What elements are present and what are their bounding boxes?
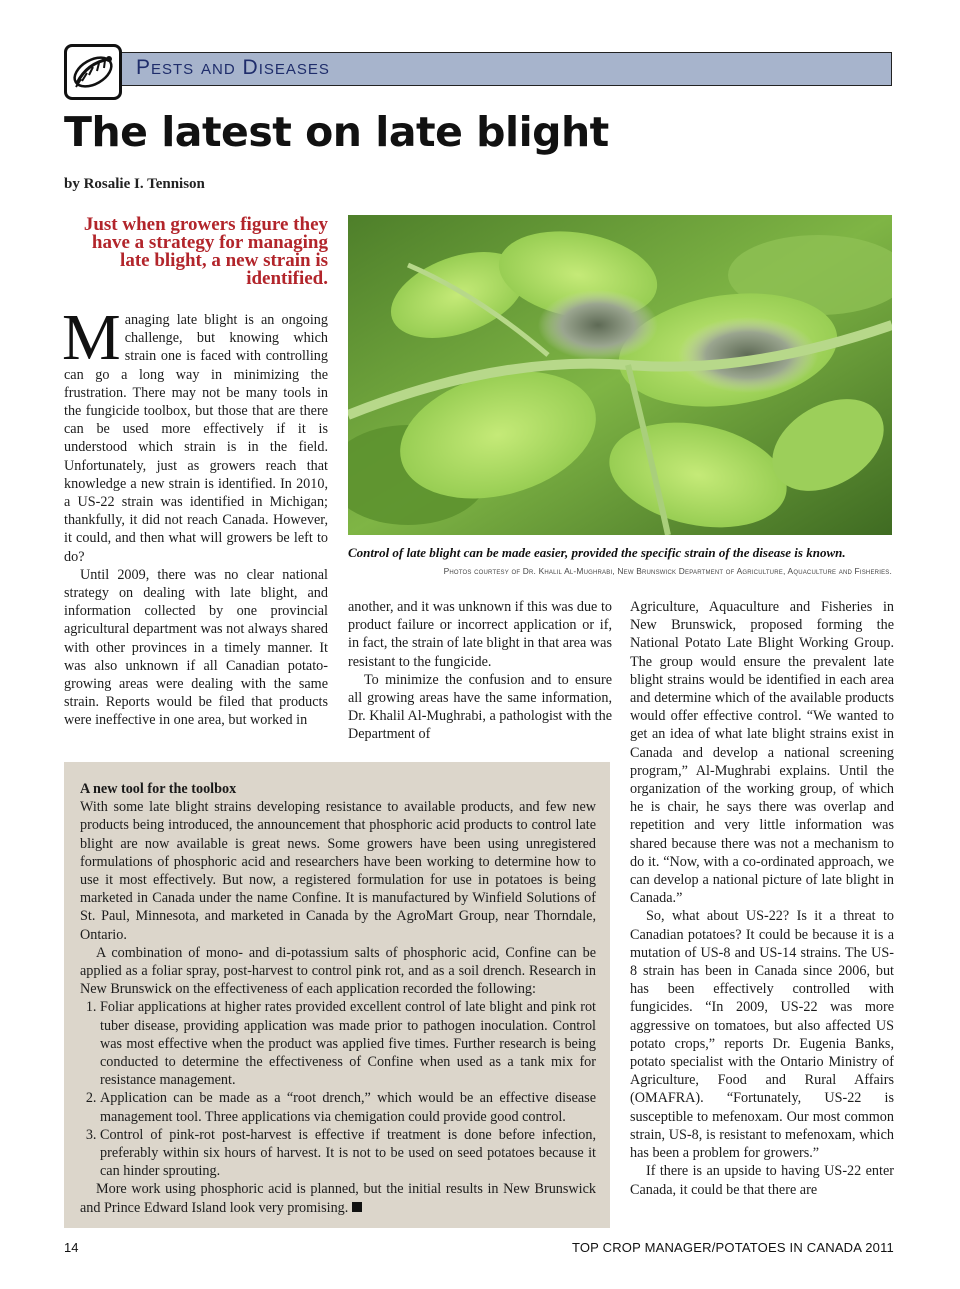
sidebar-box: [64, 762, 610, 1228]
article-column-1: [62, 301, 328, 730]
section-label: Pests and Diseases: [136, 56, 330, 79]
byline: by Rosalie I. Tennison: [64, 176, 205, 192]
sidebar-paragraph: With some late blight strains developing resistance to available products, and few new products being introduced, the announcement that phosphoric acid products to control late blight are now available is great news. Some growers have been using unregistered formulations of phosphoric acid and researchers have been working to determine how to use it most effectively. But now, a registered formulation for use in potatoes is being marketed in Canada under the name Confine. It is manufactured by Winfield Solutions of St. Paul, Minnesota, and marketed in Canada by the AgroMart Group, near Thorndale, Ontario.: [80, 799, 596, 943]
sidebar-closing: [80, 1180, 596, 1216]
sidebar-paragraph: A combination of mono- and di-potassium salts of phosphoric acid, Confine can be applied as a foliar spray, post-harvest to control pink rot, and as a soil drench. Research in New Brunswick on the effectiveness of each application recorded the following:: [80, 944, 596, 998]
list-item: 3. Control of pink-rot post-harvest is effective if treatment is done before infection, preferably within six hours of harvest. It is not to be used on seed potatoes because it can hinder sprouting.: [100, 1126, 596, 1181]
end-mark-icon: [352, 1202, 362, 1212]
closing-text: More work using phosphoric acid is planned, but the initial results in New Brunswick and Prince Edward Island look very promising.: [80, 1181, 596, 1216]
paragraph: So, what about US-22? Is it a threat to Canadian potatoes? It could be because it is a mutation of US-8 and US-14 strains. The US-8 strain has been in Canada since 2006, but has been effectively controlled with fungicides. “In 2009, US-22 was more aggressive on tomatoes, but also affected US potato crops,” reports Dr. Eugenia Banks, potato specialist with the Ontario Ministry of Agriculture, Food and Rural Affairs (OMAFRA). “Fortunately, US-22 is susceptible to mefenoxam. Our most common strain, US-8, is resistant to mefenoxam, which has been a problem for growers.”: [630, 908, 894, 1162]
paragraph: [62, 301, 328, 566]
paragraph: If there is an upside to having US-22 enter Canada, it could be that there are: [630, 1163, 894, 1198]
list-item: 1. Foliar applications at higher rates provided excellent control of late blight and pink rot tuber disease, providing application was made prior to pathogen inoculation. Control was most effective when the product was applied five times. Further research is being conducted to determine the effectiveness of Confine when used as a tank mix for resistance management.: [100, 998, 596, 1089]
pull-quote: Just when growers figure they have a strategy for managing late blight, a new strain is identified.: [83, 214, 328, 289]
drop-cap: M: [62, 301, 121, 374]
sidebar-title: A new tool for the toolbox: [80, 781, 237, 797]
paragraph: Until 2009, there was no clear national strategy on dealing with late blight, and information collected by one provincial agricultural department was not always shared with other provinces in a timely manner. It was also unknown if all Canadian potato-growing areas were dealing with the same strain. Reports would be filed that products were ineffective in one area, but worked in: [64, 566, 328, 729]
photo-caption: Control of late blight can be made easier, provided the specific strain of the disease is known.: [348, 545, 846, 560]
paragraph: To minimize the confusion and to ensure all growing areas have the same information, Dr. Khalil Al-Mughrabi, a pathologist with the Department of: [348, 671, 613, 743]
page-number: 14: [64, 1240, 79, 1255]
sidebar-list: [80, 998, 596, 1180]
publication-name: TOP CROP MANAGER/POTATOES IN CANADA 2011: [571, 1240, 894, 1255]
article-title: The latest on late blight: [64, 108, 609, 156]
article-column-3: [630, 598, 894, 1199]
article-column-2: [348, 598, 612, 744]
list-item: 2. Application can be made as a “root drench,” which would be an effective disease management tool. Three applications via chemigation could provide good control.: [100, 1089, 596, 1125]
paragraph: another, and it was unknown if this was due to product failure or incorrect application or if, in fact, the strain of late blight in that area was resistant to the fungicide.: [348, 599, 612, 670]
leaf-photo: [348, 215, 892, 535]
insect-icon: [64, 44, 122, 100]
paragraph: Agriculture, Aquaculture and Fisheries in New Brunswick, proposed forming the National Potato Late Blight Working Group. The group would ensure the prevalent late blight strains would be identified in each area and determine which of the available products would offer effective control. “We wanted to get an idea of what late blight strains exist in Canada and develop a national screening program,” Al-Mughrabi explains. Until the organization of the working group, of which he is chair, he says there was overlap and repetition and very little information was shared because there was not a mechanism to do it. “Now, with a co-ordinated approach, we can develop a national picture of late blight in Canada.”: [630, 599, 894, 907]
paragraph-text: anaging late blight is an ongoing challenge, but knowing which strain one is faced with controlling can go a long way in minimizing the frustration. There may not be many tools in the fungicide toolbox, but those that are there can be used more effectively if it is understood which strain is in the field. Unfortunately, just as growers reach that knowledge a new strain is identified. In 2010, a US-22 strain was identified in Michigan; thankfully, it did not reach Canada. However, it could, and then what will growers be left to do?: [64, 312, 328, 565]
photo-credit: Photos courtesy of Dr. Khalil Al-Mughrabi, New Brunswick Department of Agriculture, Aquaculture and Fisheries.: [443, 566, 892, 576]
